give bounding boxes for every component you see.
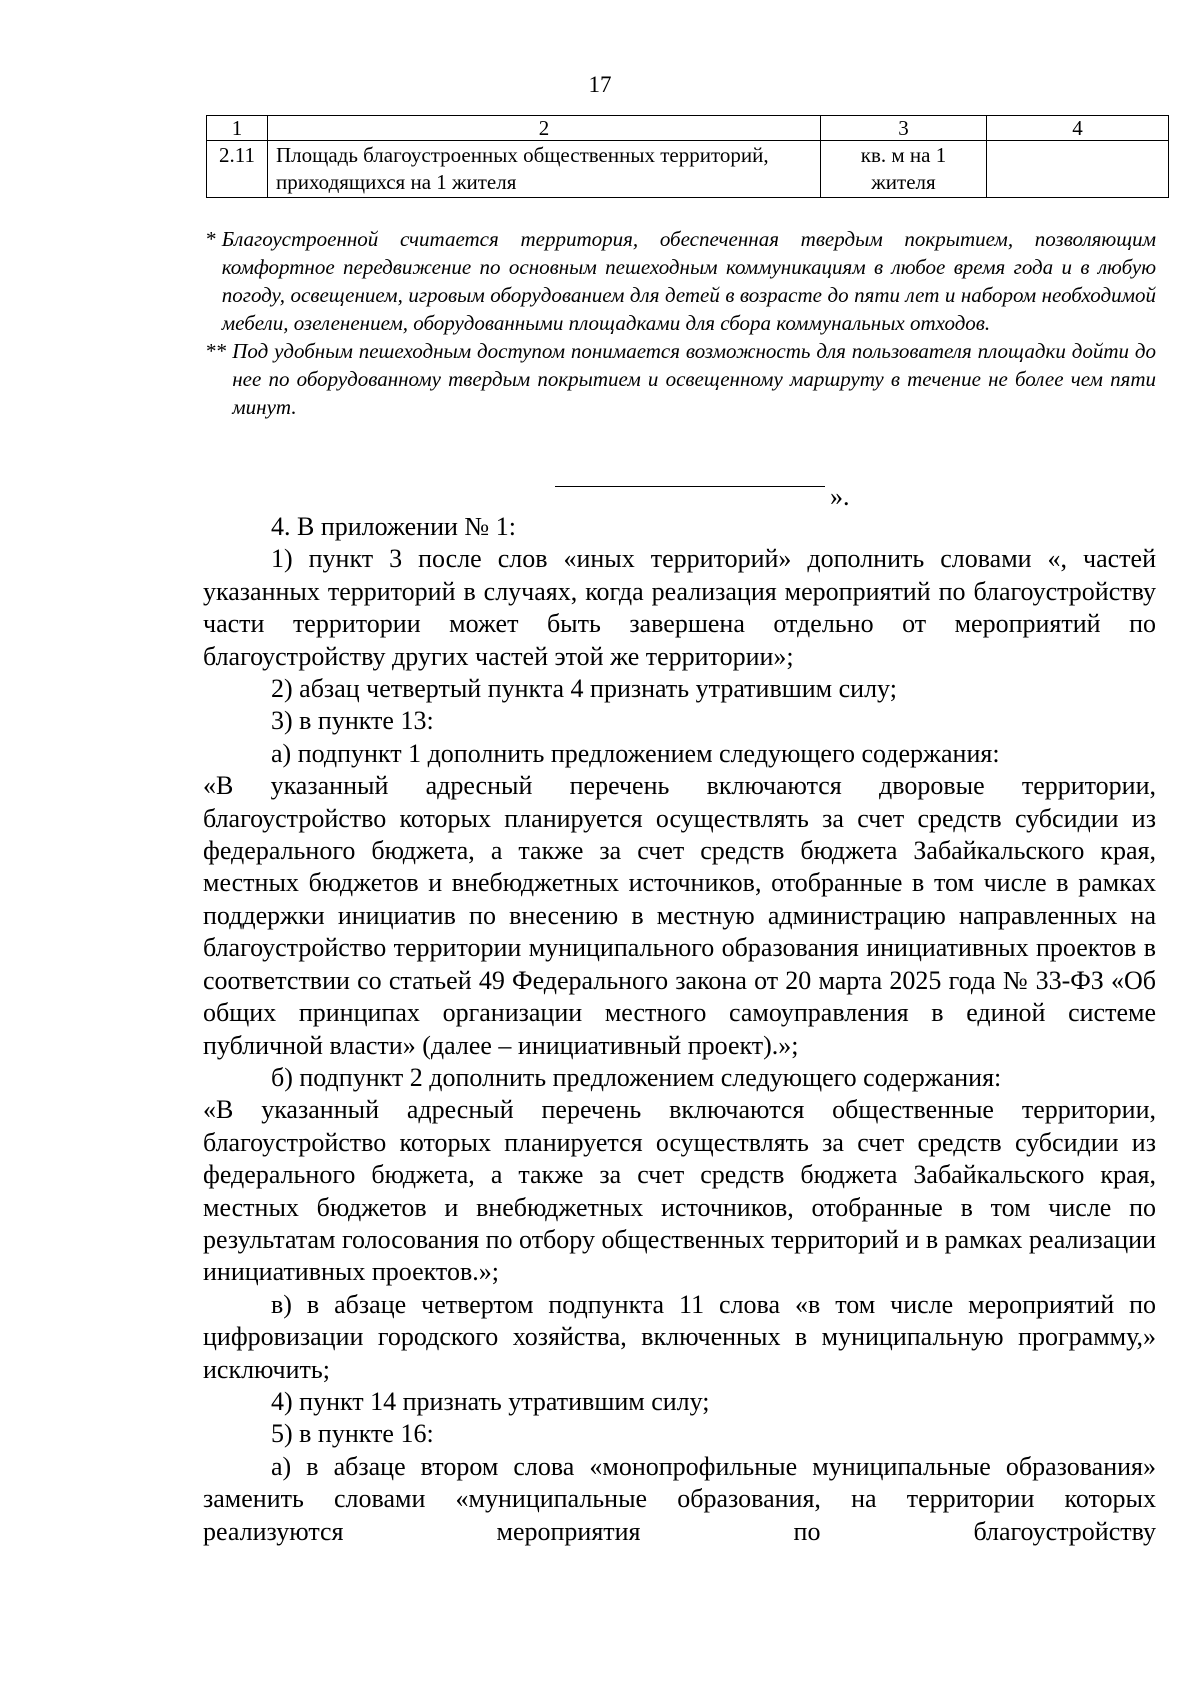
- unit-cell: кв. м на 1 жителя: [821, 141, 987, 198]
- footnote-text: Под удобным пешеходным доступом понимается возможность для пользователя площадки дойти до нее по оборудованному твердым покрытием и освещенному маршруту в течение не более чем пяти минут.: [232, 339, 1156, 419]
- paragraph: 2) абзац четвертый пункта 4 признать утратившим силу;: [271, 674, 897, 704]
- paragraph: 1) пункт 3 после слов «иных территорий» дополнить словами «, частей указанных территорий в случаях, когда реализация мероприятий по благоустройству части территории может быть завершена отдельно от мероприятий по благоустройству других частей этой же территории»;: [203, 544, 1156, 671]
- closing-underline: [555, 486, 825, 487]
- paragraph: 5) в пункте 16:: [271, 1419, 434, 1449]
- paragraph: б) подпункт 2 дополнить предложением следующего содержания:: [271, 1062, 1002, 1092]
- page-number: 17: [588, 72, 612, 97]
- closing-quote-mark: ».: [830, 482, 850, 511]
- paragraph: 3) в пункте 13:: [271, 706, 434, 736]
- paragraph: «В указанный адресный перечень включаются дворовые территории, благоустройство которых планируется осуществлять за счет средств субсидии из федерального бюджета, а также за счет средств бюджета Забайкальского края, местных бюджетов и внебюджетных источников, отобранные в том числе в рамках поддержки инициатив по внесению в местную администрацию направленных на благоустройство территории муниципального образования инициативных проектов в соответствии со статьей 49 Федерального закона от 20 марта 2025 года № 33-ФЗ «Об общих принципах организации местного самоуправления в единой системе публичной власти» (далее – инициативный проект).»;: [203, 771, 1156, 1060]
- table-header-row: [207, 116, 1169, 141]
- paragraph: а) в абзаце втором слова «монопрофильные муниципальные образования» заменить словами «муниципальные образования, на территории которых реализуются мероприятия по благоустройству: [203, 1451, 1156, 1546]
- row-number-cell: 2.11: [207, 141, 268, 198]
- table-header-cell: 1: [207, 116, 268, 141]
- table-row: [207, 141, 1169, 198]
- footnote-mark: **: [206, 339, 233, 363]
- paragraph: а) подпункт 1 дополнить предложением следующего содержания:: [271, 738, 1000, 768]
- footnote-text: Благоустроенной считается территория, обеспеченная твердым покрытием, позволяющим комфортное передвижение по основным пешеходным коммуникациям в любое время года и в любую погоду, освещением, игровым оборудованием для детей в возрасте до пяти лет и набором необходимой мебели, озеленением, оборудованными площадками для сбора коммунальных отходов.: [221, 227, 1156, 335]
- footnote: [206, 337, 1156, 421]
- body-text: [203, 511, 1156, 1548]
- footnotes: [206, 225, 1156, 421]
- value-cell: [987, 141, 1169, 198]
- indicator-name-cell: Площадь благоустроенных общественных территорий, приходящихся на 1 жителя: [268, 141, 821, 198]
- paragraph: 4) пункт 14 признать утратившим силу;: [271, 1386, 710, 1416]
- paragraph: в) в абзаце четвертом подпункта 11 слова «в том числе мероприятий по цифровизации городского хозяйства, включенных в муниципальную программу,» исключить;: [203, 1289, 1156, 1384]
- paragraph: 4. В приложении № 1:: [271, 512, 516, 541]
- paragraph: «В указанный адресный перечень включаются общественные территории, благоустройство которых планируется осуществлять за счет средств субсидии из федерального бюджета, а также за счет средств бюджета Забайкальского края, местных бюджетов и внебюджетных источников, отобранные в том числе по результатам голосования по отбору общественных территорий и в рамках реализации инициативных проектов.»;: [203, 1095, 1156, 1287]
- footnote: [206, 225, 1156, 337]
- footnote-mark: *: [206, 227, 222, 251]
- indicator-table: [206, 115, 1169, 198]
- table-header-cell: 3: [821, 116, 987, 141]
- table-header-cell: 2: [268, 116, 821, 141]
- table-header-cell: 4: [987, 116, 1169, 141]
